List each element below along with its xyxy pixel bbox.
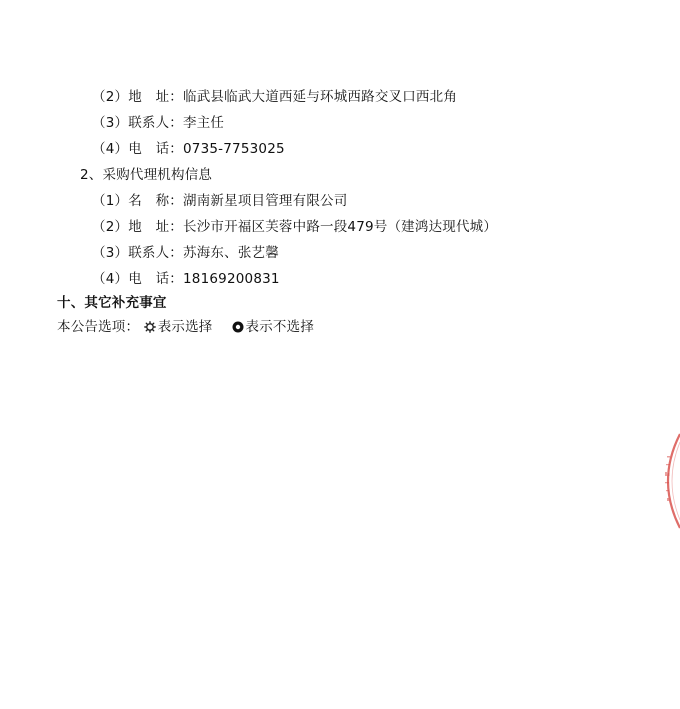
field-label: 地 址：	[128, 219, 184, 235]
item-number: （1）	[92, 193, 129, 209]
procurer-address-value: 临武县临武大道西延与环城西路交叉口西北角	[183, 89, 458, 105]
field-label: 联系人：	[128, 245, 184, 261]
agency-contact-value: 苏海东、张艺馨	[183, 245, 279, 261]
options-label: 本公告选项：	[57, 319, 140, 335]
section-heading: 十、其它补充事宜	[57, 295, 167, 311]
field-label: 电 话：	[128, 141, 184, 157]
agency-contact-line	[0, 244, 279, 262]
item-number: （2）	[92, 89, 129, 105]
agency-address-value: 长沙市开福区芙蓉中路一段479号（建鸿达现代城）	[183, 219, 498, 235]
item-number: （4）	[92, 141, 129, 157]
agency-name-line	[0, 192, 347, 210]
radio-filled-icon	[232, 320, 244, 338]
agency-phone-value: 18169200831	[183, 271, 280, 287]
legend-selected-text: 表示不选择	[245, 319, 315, 335]
field-label: 电 话：	[128, 271, 184, 287]
agency-phone-line	[0, 270, 280, 288]
procurer-contact-line	[0, 114, 224, 132]
legend-unselected-text: 表示选择	[157, 319, 213, 335]
item-number: （3）	[92, 245, 129, 261]
gear-outline-icon	[144, 320, 156, 338]
red-seal-stamp-edge	[656, 432, 680, 530]
field-label: 地 址：	[128, 89, 184, 105]
item-number: （3）	[92, 115, 129, 131]
options-legend	[0, 318, 314, 338]
procurer-address-line	[0, 88, 457, 106]
field-label: 联系人：	[128, 115, 184, 131]
agency-heading: 2、采购代理机构信息	[80, 167, 213, 183]
agency-address-line	[0, 218, 497, 236]
procurer-phone-line	[0, 140, 285, 158]
procurer-contact-value: 李主任	[183, 115, 225, 131]
item-number: （4）	[92, 271, 129, 287]
agency-name-value: 湖南新星项目管理有限公司	[183, 193, 348, 209]
procurer-phone-value: 0735-7753025	[183, 141, 285, 157]
item-number: （2）	[92, 219, 129, 235]
field-label: 名 称：	[128, 193, 184, 209]
